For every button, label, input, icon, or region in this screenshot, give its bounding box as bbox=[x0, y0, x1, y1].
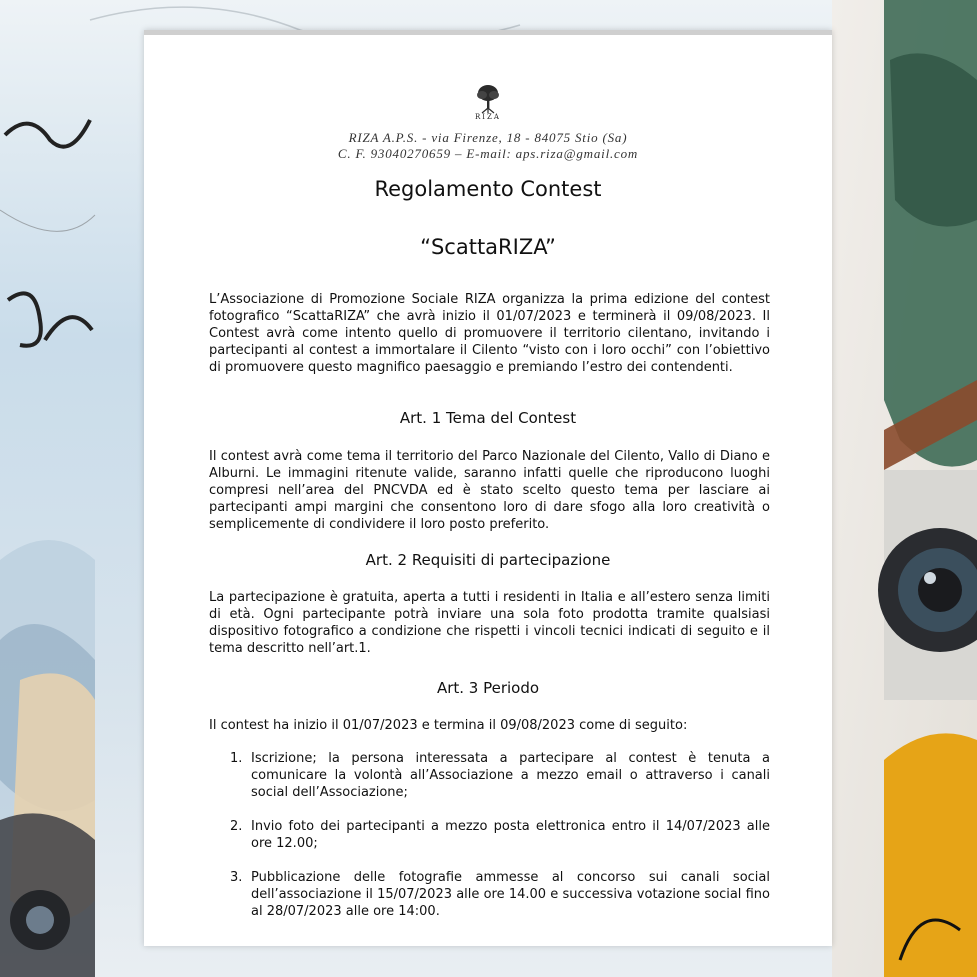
list-item bbox=[230, 818, 770, 852]
art1-heading: Art. 1 Tema del Contest bbox=[399, 409, 577, 427]
art3-paragraph: Il contest ha inizio il 01/07/2023 e termina il 09/08/2023 come di seguito: bbox=[209, 718, 688, 733]
document-title: Regolamento Contest bbox=[374, 177, 602, 201]
list-item-number: 3. bbox=[230, 870, 243, 885]
list-item-text: Invio foto dei partecipanti a mezzo posta elettronica entro il 14/07/2023 alle ore 12.00; bbox=[251, 819, 770, 851]
list-item-text: Iscrizione; la persona interessata a partecipare al contest è tenuta a comunicare la volontà all’Associazione a mezzo email o attraverso i canali social dell’Associazione; bbox=[251, 751, 770, 800]
art2-paragraph: La partecipazione è gratuita, aperta a tutti i residenti in Italia e all’estero senza limiti di età. Ogni partecipante potrà inviare una sola foto prodotta tramite qualsiasi dispositivo fotografico a condizione che rispetti i vincoli tecnici indicati di seguito e il tema descritto nell’art.1. bbox=[209, 590, 770, 656]
intro-paragraph: L’Associazione di Promozione Sociale RIZA organizza la prima edizione del contest fotografico “ScattaRIZA” che avrà inizio il 01/07/2023 e terminerà il 09/08/2023. Il Contest avrà come intento quello di promuovere il territorio cilentano, invitando i partecipanti al contest a immortalare il Cilento “visto con i loro occhi” con l’obiettivo di promuovere questo magnifico paesaggio e premiando l’estro dei contendenti. bbox=[209, 292, 770, 375]
list-item bbox=[230, 869, 770, 920]
art3-list bbox=[230, 750, 770, 920]
list-item-number: 2. bbox=[230, 819, 243, 834]
address-line-1: RIZA A.P.S. - via Firenze, 18 - 84075 Stio (Sa) bbox=[348, 130, 628, 145]
list-item bbox=[230, 750, 770, 801]
list-item-text: Pubblicazione delle fotografie ammesse al concorso sui canali social dell’associazione il 15/07/2023 alle ore 14.00 e successiva votazione social fino al 28/07/2023 alle ore 14:00. bbox=[251, 870, 770, 919]
list-item-number: 1. bbox=[230, 751, 243, 766]
logo-text: RIZA bbox=[475, 113, 501, 121]
address-line-2: C. F. 93040270659 – E-mail: aps.riza@gmail.com bbox=[337, 146, 639, 161]
art3-heading: Art. 3 Periodo bbox=[436, 679, 540, 697]
riza-logo bbox=[475, 84, 501, 124]
art2-heading: Art. 2 Requisiti di partecipazione bbox=[365, 551, 611, 569]
document-page bbox=[144, 30, 832, 946]
art1-paragraph: Il contest avrà come tema il territorio del Parco Nazionale del Cilento, Vallo di Diano e Alburni. Le immagini ritenute valide, saranno infatti quelle che riproducono luoghi compresi nell’area del PNCVDA ed è stato scelto questo tema per lasciare ai partecipanti ampi margini che consentono loro di dare sfogo alla loro creatività o semplicemente di condividere il loro posto preferito. bbox=[209, 449, 770, 532]
tree-icon bbox=[475, 84, 501, 114]
contest-name: “ScattaRIZA” bbox=[420, 235, 556, 259]
